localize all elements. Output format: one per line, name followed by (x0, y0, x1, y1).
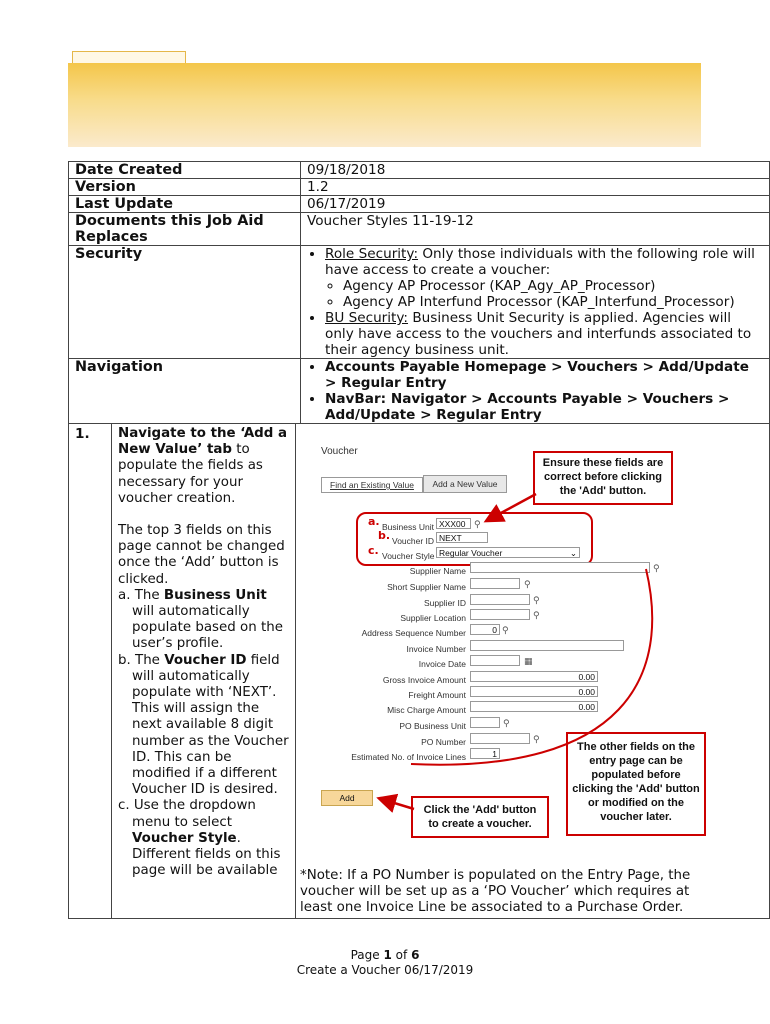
calendar-icon[interactable]: ▦ (524, 657, 533, 667)
role-security-title: Role Security: (325, 246, 419, 262)
nav-path-2: • NavBar: Navigator > Accounts Payable > Vouchers > Add/Update > Regular Entry (325, 391, 763, 423)
po-number-label: PO Number (421, 737, 466, 747)
step-item-c: c. Use the dropdown menu to select Voucher Style. Different fields on this page will be available (118, 798, 281, 879)
tab-add-new[interactable]: Add a New Value (423, 475, 507, 493)
bu-security-title: BU Security: (325, 310, 409, 326)
step-intro: to populate the fields as necessary for your voucher creation. (118, 442, 263, 506)
arrow-to-top-fields (488, 494, 536, 520)
step-c-prefix: c. Use the dropdown menu to select (118, 798, 256, 830)
step-title: Navigate to the ‘Add a New Value’ tab (118, 426, 288, 458)
header-banner (68, 63, 701, 147)
role-security-item (325, 246, 763, 310)
last-update-value: 06/17/2019 (301, 196, 770, 213)
step-instructions (112, 424, 296, 918)
bu-security-item (325, 310, 763, 358)
est-lines-label: Estimated No. of Invoice Lines (351, 752, 466, 762)
arrow-to-add-button (381, 799, 414, 809)
address-seq-field[interactable]: 0 (470, 624, 500, 635)
version-value: 1.2 (301, 179, 770, 196)
version-label: Version (69, 179, 301, 196)
step-a-bold: Business Unit (163, 587, 267, 603)
est-lines-field[interactable]: 1 (470, 748, 500, 759)
bu-field[interactable]: XXX00 (436, 518, 471, 529)
step-b-prefix: b. The (118, 652, 160, 668)
invoice-number-label: Invoice Number (406, 644, 466, 654)
callout-top: Ensure these fields are correct before clicking the 'Add' button. (533, 451, 673, 505)
supplier-id-label: Supplier ID (423, 598, 466, 608)
step-b-text: field will automatically populate with ‘NEXT’. This will assign the next available 8 digit number as the Voucher ID. This can be modified if a different Voucher ID is desired. (132, 652, 289, 798)
step-a-prefix: a. The (118, 587, 160, 603)
date-created-value: 09/18/2018 (301, 162, 770, 179)
marker-a: a. (368, 515, 380, 528)
step-item-a (118, 588, 289, 653)
security-content (301, 246, 770, 359)
misc-amount-label: Misc Charge Amount (387, 705, 466, 715)
page-number (0, 948, 770, 963)
date-created-label: Date Created (69, 162, 301, 179)
role-item-1: ◦ Agency AP Processor (KAP_Agy_AP_Processor) (343, 278, 763, 294)
replaces-label: Documents this Job Aid Replaces (69, 213, 301, 246)
freight-amount-field[interactable]: 0.00 (470, 686, 598, 697)
step-item-b (118, 653, 289, 799)
po-bu-lookup-icon[interactable]: ⚲ (503, 719, 510, 729)
page-prefix: Page (350, 948, 380, 962)
supplier-location-lookup-icon[interactable]: ⚲ (533, 611, 540, 621)
step-b-bold: Voucher ID (164, 652, 247, 668)
navigation-label: Navigation (69, 359, 301, 424)
role-security-text: Only those individuals with the following role will have access to create a voucher: (325, 246, 755, 278)
voucher-screenshot (296, 424, 724, 918)
bu-label: Business Unit (382, 522, 434, 532)
voucher-title: Voucher (321, 446, 358, 457)
bu-lookup-icon[interactable]: ⚲ (474, 520, 481, 530)
style-label: Voucher Style (382, 551, 435, 561)
callout-add: Click the 'Add' button to create a voucher. (411, 796, 549, 838)
step-para2: The top 3 fields on this page cannot be changed once the ‘Add’ button is clicked. (118, 523, 285, 587)
job-aid-table (68, 161, 770, 919)
supplier-id-lookup-icon[interactable]: ⚲ (533, 596, 540, 606)
supplier-name-lookup-icon[interactable]: ⚲ (653, 564, 660, 574)
step-a-text: will automatically populate based on the user’s profile. (132, 604, 283, 652)
po-number-lookup-icon[interactable]: ⚲ (533, 735, 540, 745)
bu-security-text: Business Unit Security is applied. Agencies will only have access to the vouchers and interfunds associated to their agency business unit. (325, 310, 752, 358)
step-screenshot-area (296, 424, 769, 918)
callout-right: The other fields on the entry page can be populated before clicking the 'Add' button or modified on the voucher later. (566, 732, 706, 836)
page-total: 6 (411, 948, 420, 962)
arrow-curve-other-fields (411, 569, 652, 765)
callout-arrows (296, 424, 724, 854)
short-supplier-lookup-icon[interactable]: ⚲ (524, 580, 531, 590)
page-current: 1 (383, 948, 392, 962)
add-button[interactable]: Add (321, 790, 373, 806)
supplier-location-label: Supplier Location (400, 613, 466, 623)
footer-doc-line: Create a Voucher 06/17/2019 (296, 963, 474, 977)
replaces-value: Voucher Styles 11-19-12 (301, 213, 770, 246)
step-number: 1. (69, 424, 112, 918)
marker-c: c. (368, 544, 379, 557)
gross-amount-label: Gross Invoice Amount (382, 675, 466, 685)
role-item-2: ◦ Agency AP Interfund Processor (KAP_Interfund_Processor) (343, 294, 763, 310)
supplier-name-label: Supplier Name (409, 566, 466, 576)
navigation-content (301, 359, 770, 424)
freight-amount-label: Freight Amount (408, 690, 466, 700)
short-supplier-label: Short Supplier Name (387, 582, 466, 592)
marker-b: b. (378, 529, 391, 542)
style-select-value: Regular Voucher (439, 548, 503, 558)
address-seq-label: Address Sequence Number (361, 628, 466, 638)
misc-amount-field[interactable]: 0.00 (470, 701, 598, 712)
gross-amount-field[interactable]: 0.00 (470, 671, 598, 682)
step-c-text: Different fields on this page will be available (132, 847, 281, 879)
tab-find-existing[interactable]: Find an Existing Value (321, 477, 423, 493)
po-note: *Note: If a PO Number is populated on the Entry Page, the voucher will be set up as a ‘PO Voucher’ which requires at least one Invoice Line be associated to a Purchase Order. (300, 868, 691, 916)
page-of: of (395, 948, 408, 962)
nav-path-1: • Accounts Payable Homepage > Vouchers > Add/Update > Regular Entry (325, 359, 763, 391)
vid-field[interactable]: NEXT (436, 532, 488, 543)
step-c-bold: Voucher Style (132, 830, 237, 846)
security-label: Security (69, 246, 301, 359)
vid-label: Voucher ID (392, 536, 435, 546)
invoice-date-label: Invoice Date (418, 659, 466, 669)
step-row (69, 424, 770, 919)
po-bu-label: PO Business Unit (399, 721, 466, 731)
chevron-down-icon: ⌄ (569, 548, 577, 558)
address-seq-lookup-icon[interactable]: ⚲ (502, 626, 509, 636)
last-update-label: Last Update (69, 196, 301, 213)
